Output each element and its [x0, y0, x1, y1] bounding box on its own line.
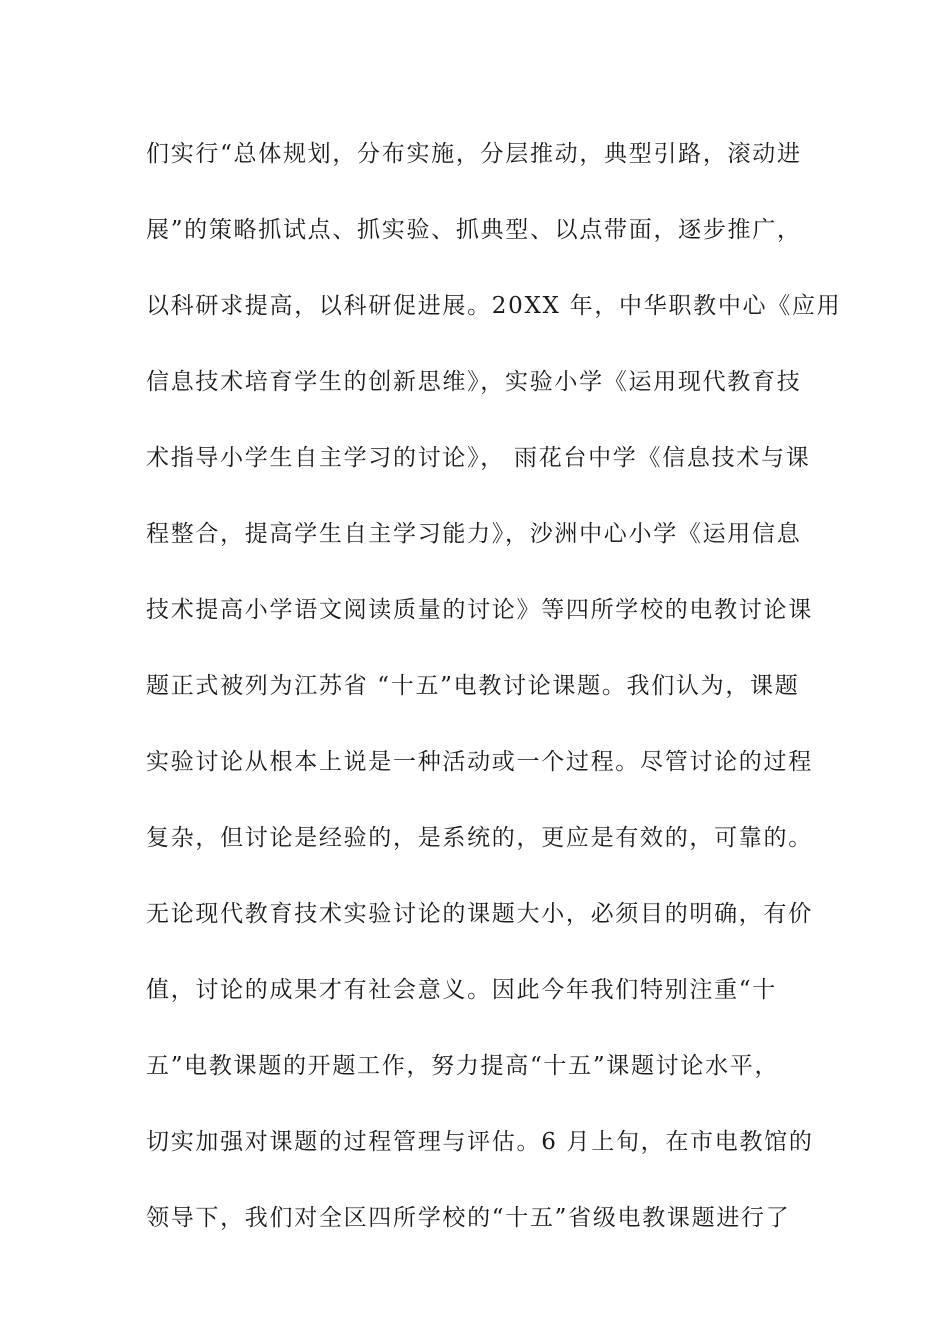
text-line: 术指导小学生自主学习的讨论》， 雨花台中学《信息技术与课 [146, 445, 811, 471]
text-line: 以科研求提高，以科研促进展。20XX 年，中华职教中心《应用 [146, 293, 842, 319]
text-line: 复杂，但讨论是经验的，是系统的，更应是有效的，可靠的。 [146, 825, 813, 851]
text-line: 切实加强对课题的过程管理与评估。6 月上旬，在市电教馆的 [146, 1129, 814, 1155]
text-line: 实验讨论从根本上说是一种活动或一个过程。尽管讨论的过程 [146, 749, 813, 775]
text-line: 展”的策略抓试点、抓实验、抓典型、以点带面，逐步推广， [146, 217, 802, 243]
text-line: 五”电教课题的开题工作，努力提高“十五”课题讨论水平， [146, 1053, 780, 1079]
text-line: 无论现代教育技术实验讨论的课题大小，必须目的明确，有价 [146, 901, 813, 927]
text-line: 题正式被列为江苏省 “十五”电教讨论课题。我们认为，课题 [146, 673, 800, 699]
text-line: 们实行“总体规划，分布实施，分层推动，典型引路，滚动进 [146, 141, 802, 167]
text-line: 领导下，我们对全区四所学校的“十五”省级电教课题进行了 [146, 1205, 791, 1231]
text-line: 信息技术培育学生的创新思维》，实验小学《运用现代教育技 [146, 369, 802, 395]
text-line: 值，讨论的成果才有社会意义。因此今年我们特别注重“十 [146, 977, 777, 1003]
text-line: 程整合，提高学生自主学习能力》，沙洲中心小学《运用信息 [146, 521, 802, 547]
body-text [146, 132, 842, 1272]
text-line: 技术提高小学语文阅读质量的讨论》等四所学校的电教讨论课 [146, 597, 813, 623]
